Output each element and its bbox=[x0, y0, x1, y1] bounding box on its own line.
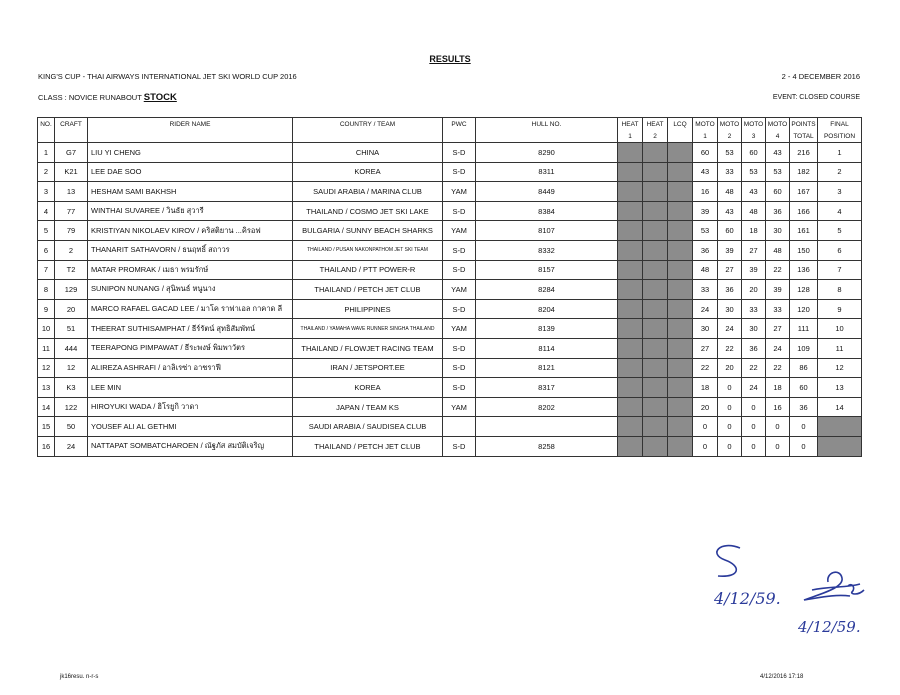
cell-moto-2: 43 bbox=[718, 201, 742, 221]
cell-moto-3: 27 bbox=[742, 240, 766, 260]
header-total: TOTAL bbox=[790, 130, 818, 143]
cell-pwc: YAM bbox=[443, 280, 476, 300]
header-hull: HULL NO. bbox=[476, 118, 618, 131]
cell-total: 36 bbox=[790, 397, 818, 417]
cell-lcq bbox=[668, 378, 693, 398]
cell-pwc: S-D bbox=[443, 338, 476, 358]
table-row bbox=[38, 417, 862, 437]
cell-moto-3: 20 bbox=[742, 280, 766, 300]
cell-moto-4: 48 bbox=[766, 240, 790, 260]
cell-heat-1 bbox=[618, 378, 643, 398]
cell-heat-2 bbox=[643, 338, 668, 358]
cell-heat-1 bbox=[618, 240, 643, 260]
table-row bbox=[38, 240, 862, 260]
cell-country: PHILIPPINES bbox=[293, 299, 443, 319]
cell-moto-3: 0 bbox=[742, 417, 766, 437]
cell-heat-2 bbox=[643, 397, 668, 417]
cell-position: 12 bbox=[818, 358, 862, 378]
cell-no: 15 bbox=[38, 417, 55, 437]
header-heat-1: HEAT bbox=[618, 118, 643, 131]
cell-moto-2: 24 bbox=[718, 319, 742, 339]
cell-lcq bbox=[668, 201, 693, 221]
cell-craft: 77 bbox=[55, 201, 88, 221]
cell-moto-2: 30 bbox=[718, 299, 742, 319]
cell-moto-1: 36 bbox=[693, 240, 718, 260]
cell-moto-1: 0 bbox=[693, 417, 718, 437]
table-row bbox=[38, 260, 862, 280]
cell-moto-2: 48 bbox=[718, 182, 742, 202]
cell-heat-1 bbox=[618, 162, 643, 182]
cell-pwc: S-D bbox=[443, 299, 476, 319]
header-no: NO. bbox=[38, 118, 55, 131]
cell-total: 167 bbox=[790, 182, 818, 202]
cell-moto-4: 24 bbox=[766, 338, 790, 358]
cell-position: 1 bbox=[818, 143, 862, 163]
cell-moto-1: 43 bbox=[693, 162, 718, 182]
footer-filename: jk16resu. n-r-s bbox=[60, 674, 99, 680]
table-row bbox=[38, 319, 862, 339]
cell-total: 109 bbox=[790, 338, 818, 358]
cell-position: 2 bbox=[818, 162, 862, 182]
header-points: POINTS bbox=[790, 118, 818, 131]
cell-total: 216 bbox=[790, 143, 818, 163]
cell-moto-3: 22 bbox=[742, 358, 766, 378]
cell-country: BULGARIA / SUNNY BEACH SHARKS bbox=[293, 221, 443, 241]
cell-hull: 8258 bbox=[476, 436, 618, 456]
cell-position: 10 bbox=[818, 319, 862, 339]
cell-total: 111 bbox=[790, 319, 818, 339]
cell-total: 0 bbox=[790, 436, 818, 456]
cell-lcq bbox=[668, 299, 693, 319]
cell-moto-2: 22 bbox=[718, 338, 742, 358]
cell-heat-2 bbox=[643, 319, 668, 339]
cell-rider: TEERAPONG PIMPAWAT / ธีระพงษ์ พิมพาวัตร bbox=[88, 338, 293, 358]
cell-hull: 8202 bbox=[476, 397, 618, 417]
cell-heat-1 bbox=[618, 397, 643, 417]
table-row bbox=[38, 162, 862, 182]
cell-no: 7 bbox=[38, 260, 55, 280]
cell-rider: MATAR PROMRAK / เมธา พรมรักษ์ bbox=[88, 260, 293, 280]
header-moto-1: MOTO bbox=[693, 118, 718, 131]
cell-craft: 13 bbox=[55, 182, 88, 202]
cell-lcq bbox=[668, 319, 693, 339]
cell-moto-4: 53 bbox=[766, 162, 790, 182]
cell-no: 6 bbox=[38, 240, 55, 260]
cell-pwc: S-D bbox=[443, 201, 476, 221]
results-table bbox=[37, 117, 862, 457]
cell-rider: WINTHAI SUVAREE / วินธัย สุวารี bbox=[88, 201, 293, 221]
cell-no: 11 bbox=[38, 338, 55, 358]
cell-moto-3: 33 bbox=[742, 299, 766, 319]
signature-2 bbox=[804, 572, 864, 600]
cell-no: 5 bbox=[38, 221, 55, 241]
class-label: CLASS : NOVICE RUNABOUT bbox=[38, 93, 142, 102]
cell-pwc: YAM bbox=[443, 319, 476, 339]
cell-rider: YOUSEF ALI AL GETHMI bbox=[88, 417, 293, 437]
cell-country: SAUDI ARABIA / MARINA CLUB bbox=[293, 182, 443, 202]
cell-moto-1: 22 bbox=[693, 358, 718, 378]
header-heat-2: HEAT bbox=[643, 118, 668, 131]
table-row bbox=[38, 397, 862, 417]
cell-heat-1 bbox=[618, 417, 643, 437]
cell-lcq bbox=[668, 358, 693, 378]
header-heat-1-num: 1 bbox=[618, 130, 643, 143]
cell-pwc: S-D bbox=[443, 143, 476, 163]
header-moto-3-num: 3 bbox=[742, 130, 766, 143]
cell-moto-3: 24 bbox=[742, 378, 766, 398]
cell-moto-1: 48 bbox=[693, 260, 718, 280]
cell-moto-2: 53 bbox=[718, 143, 742, 163]
cell-heat-2 bbox=[643, 280, 668, 300]
cell-heat-1 bbox=[618, 338, 643, 358]
header-moto-1-num: 1 bbox=[693, 130, 718, 143]
cell-rider: SUNIPON NUNANG / สุนิพนธ์ หนูนาง bbox=[88, 280, 293, 300]
cell-rider: THANARIT SATHAVORN / ธนฤทธิ์ สถาวร bbox=[88, 240, 293, 260]
header-moto-4-num: 4 bbox=[766, 130, 790, 143]
signatures bbox=[700, 540, 900, 640]
cell-moto-4: 27 bbox=[766, 319, 790, 339]
cell-no: 14 bbox=[38, 397, 55, 417]
event-name: KING'S CUP - THAI AIRWAYS INTERNATIONAL JET SKI WORLD CUP 2016 bbox=[38, 72, 297, 81]
cell-country: THAILAND / PETCH JET CLUB bbox=[293, 280, 443, 300]
cell-lcq bbox=[668, 417, 693, 437]
cell-country: JAPAN / TEAM KS bbox=[293, 397, 443, 417]
table-row bbox=[38, 182, 862, 202]
cell-moto-2: 0 bbox=[718, 378, 742, 398]
cell-craft: 24 bbox=[55, 436, 88, 456]
cell-total: 166 bbox=[790, 201, 818, 221]
cell-hull: 8114 bbox=[476, 338, 618, 358]
cell-heat-2 bbox=[643, 201, 668, 221]
cell-moto-2: 0 bbox=[718, 417, 742, 437]
cell-rider: LIU YI CHENG bbox=[88, 143, 293, 163]
cell-total: 120 bbox=[790, 299, 818, 319]
cell-country: IRAN / JETSPORT.EE bbox=[293, 358, 443, 378]
cell-country: THAILAND / YAMAHA WAVE RUNNER SINGHA THAILAND bbox=[293, 319, 443, 339]
cell-moto-4: 39 bbox=[766, 280, 790, 300]
table-row bbox=[38, 280, 862, 300]
cell-moto-4: 36 bbox=[766, 201, 790, 221]
cell-heat-2 bbox=[643, 260, 668, 280]
cell-moto-1: 0 bbox=[693, 436, 718, 456]
cell-moto-1: 30 bbox=[693, 319, 718, 339]
header-pwc: PWC bbox=[443, 118, 476, 131]
cell-craft: 50 bbox=[55, 417, 88, 437]
cell-craft: 51 bbox=[55, 319, 88, 339]
cell-no: 10 bbox=[38, 319, 55, 339]
cell-moto-1: 24 bbox=[693, 299, 718, 319]
cell-moto-4: 16 bbox=[766, 397, 790, 417]
cell-no: 3 bbox=[38, 182, 55, 202]
cell-hull: 8139 bbox=[476, 319, 618, 339]
cell-hull: 8317 bbox=[476, 378, 618, 398]
table-row bbox=[38, 358, 862, 378]
cell-rider: ALIREZA ASHRAFI / อาลิเรซ่า อาชราฟี bbox=[88, 358, 293, 378]
cell-craft: 444 bbox=[55, 338, 88, 358]
cell-craft: 129 bbox=[55, 280, 88, 300]
cell-moto-2: 36 bbox=[718, 280, 742, 300]
cell-heat-1 bbox=[618, 319, 643, 339]
cell-lcq bbox=[668, 143, 693, 163]
cell-pwc: YAM bbox=[443, 182, 476, 202]
cell-pwc: YAM bbox=[443, 221, 476, 241]
cell-moto-4: 22 bbox=[766, 358, 790, 378]
cell-craft: 12 bbox=[55, 358, 88, 378]
cell-pwc: S-D bbox=[443, 162, 476, 182]
cell-lcq bbox=[668, 280, 693, 300]
table-row bbox=[38, 221, 862, 241]
cell-hull: 8107 bbox=[476, 221, 618, 241]
cell-hull: 8121 bbox=[476, 358, 618, 378]
cell-moto-2: 27 bbox=[718, 260, 742, 280]
cell-position: 7 bbox=[818, 260, 862, 280]
cell-heat-2 bbox=[643, 358, 668, 378]
cell-position: 3 bbox=[818, 182, 862, 202]
cell-moto-3: 36 bbox=[742, 338, 766, 358]
cell-hull bbox=[476, 417, 618, 437]
cell-moto-2: 0 bbox=[718, 436, 742, 456]
cell-moto-1: 27 bbox=[693, 338, 718, 358]
cell-moto-1: 60 bbox=[693, 143, 718, 163]
table-row bbox=[38, 201, 862, 221]
page-title: RESULTS bbox=[429, 54, 471, 64]
cell-craft: 122 bbox=[55, 397, 88, 417]
cell-moto-2: 39 bbox=[718, 240, 742, 260]
cell-moto-3: 53 bbox=[742, 162, 766, 182]
cell-heat-1 bbox=[618, 260, 643, 280]
cell-total: 150 bbox=[790, 240, 818, 260]
cell-lcq bbox=[668, 221, 693, 241]
cell-heat-2 bbox=[643, 221, 668, 241]
cell-no: 9 bbox=[38, 299, 55, 319]
cell-lcq bbox=[668, 397, 693, 417]
cell-total: 0 bbox=[790, 417, 818, 437]
cell-moto-4: 33 bbox=[766, 299, 790, 319]
cell-heat-1 bbox=[618, 280, 643, 300]
table-row bbox=[38, 143, 862, 163]
cell-rider: THEERAT SUTHISAMPHAT / ธีร์รัตน์ สุทธิสัมพัทน์ bbox=[88, 319, 293, 339]
cell-moto-1: 20 bbox=[693, 397, 718, 417]
cell-heat-1 bbox=[618, 201, 643, 221]
cell-lcq bbox=[668, 162, 693, 182]
cell-moto-4: 22 bbox=[766, 260, 790, 280]
cell-heat-2 bbox=[643, 299, 668, 319]
cell-position: 6 bbox=[818, 240, 862, 260]
header-heat-2-num: 2 bbox=[643, 130, 668, 143]
header-lcq: LCQ bbox=[668, 118, 693, 131]
cell-moto-1: 39 bbox=[693, 201, 718, 221]
signature-date-2: 4/12/59. bbox=[798, 618, 861, 636]
cell-lcq bbox=[668, 436, 693, 456]
table-row bbox=[38, 378, 862, 398]
event-type: EVENT: CLOSED COURSE bbox=[772, 94, 860, 101]
cell-moto-3: 60 bbox=[742, 143, 766, 163]
table-row bbox=[38, 436, 862, 456]
cell-moto-1: 33 bbox=[693, 280, 718, 300]
cell-moto-3: 48 bbox=[742, 201, 766, 221]
cell-heat-1 bbox=[618, 436, 643, 456]
cell-pwc: YAM bbox=[443, 397, 476, 417]
cell-heat-1 bbox=[618, 299, 643, 319]
cell-country: THAILAND / PTT POWER-R bbox=[293, 260, 443, 280]
header-moto-3: MOTO bbox=[742, 118, 766, 131]
cell-moto-2: 0 bbox=[718, 397, 742, 417]
cell-no: 2 bbox=[38, 162, 55, 182]
cell-hull: 8204 bbox=[476, 299, 618, 319]
cell-moto-4: 18 bbox=[766, 378, 790, 398]
cell-country: CHINA bbox=[293, 143, 443, 163]
cell-craft: 79 bbox=[55, 221, 88, 241]
cell-country: SAUDI ARABIA / SAUDISEA CLUB bbox=[293, 417, 443, 437]
cell-total: 128 bbox=[790, 280, 818, 300]
cell-pwc: S-D bbox=[443, 358, 476, 378]
header-moto-2: MOTO bbox=[718, 118, 742, 131]
cell-moto-3: 0 bbox=[742, 436, 766, 456]
cell-pwc: S-D bbox=[443, 436, 476, 456]
cell-no: 16 bbox=[38, 436, 55, 456]
event-date: 2 - 4 DECEMBER 2016 bbox=[781, 72, 860, 81]
cell-position: 4 bbox=[818, 201, 862, 221]
header-craft: CRAFT bbox=[55, 118, 88, 131]
cell-rider: LEE DAE SOO bbox=[88, 162, 293, 182]
cell-heat-2 bbox=[643, 162, 668, 182]
cell-country: KOREA bbox=[293, 162, 443, 182]
cell-moto-1: 16 bbox=[693, 182, 718, 202]
cell-position: 14 bbox=[818, 397, 862, 417]
cell-heat-2 bbox=[643, 182, 668, 202]
cell-moto-4: 0 bbox=[766, 417, 790, 437]
class-line bbox=[38, 92, 177, 103]
header-moto-4: MOTO bbox=[766, 118, 790, 131]
cell-lcq bbox=[668, 240, 693, 260]
cell-position: 9 bbox=[818, 299, 862, 319]
cell-hull: 8449 bbox=[476, 182, 618, 202]
cell-country: THAILAND / FLOWJET RACING TEAM bbox=[293, 338, 443, 358]
cell-country: THAILAND / PUSAN NAKONPATHOM JET SKI TEAM bbox=[293, 240, 443, 260]
cell-hull: 8311 bbox=[476, 162, 618, 182]
cell-total: 161 bbox=[790, 221, 818, 241]
cell-no: 8 bbox=[38, 280, 55, 300]
cell-moto-4: 30 bbox=[766, 221, 790, 241]
cell-craft: 2 bbox=[55, 240, 88, 260]
cell-heat-2 bbox=[643, 378, 668, 398]
cell-country: THAILAND / COSMO JET SKI LAKE bbox=[293, 201, 443, 221]
cell-country: THAILAND / PETCH JET CLUB bbox=[293, 436, 443, 456]
cell-moto-3: 39 bbox=[742, 260, 766, 280]
cell-lcq bbox=[668, 260, 693, 280]
cell-pwc: S-D bbox=[443, 260, 476, 280]
class-stock: STOCK bbox=[143, 92, 177, 103]
cell-rider: LEE MIN bbox=[88, 378, 293, 398]
cell-no: 4 bbox=[38, 201, 55, 221]
footer-timestamp: 4/12/2016 17:18 bbox=[760, 674, 804, 680]
header-country: COUNTRY / TEAM bbox=[293, 118, 443, 131]
cell-heat-1 bbox=[618, 143, 643, 163]
table-row bbox=[38, 299, 862, 319]
cell-craft: K3 bbox=[55, 378, 88, 398]
cell-heat-1 bbox=[618, 358, 643, 378]
cell-pwc bbox=[443, 417, 476, 437]
results-body bbox=[38, 143, 862, 457]
cell-no: 13 bbox=[38, 378, 55, 398]
cell-hull: 8284 bbox=[476, 280, 618, 300]
cell-total: 60 bbox=[790, 378, 818, 398]
cell-craft: T2 bbox=[55, 260, 88, 280]
cell-heat-1 bbox=[618, 221, 643, 241]
cell-lcq bbox=[668, 338, 693, 358]
header-position: POSITION bbox=[818, 130, 862, 143]
cell-lcq bbox=[668, 182, 693, 202]
cell-moto-2: 20 bbox=[718, 358, 742, 378]
cell-position bbox=[818, 417, 862, 437]
cell-position: 11 bbox=[818, 338, 862, 358]
cell-hull: 8290 bbox=[476, 143, 618, 163]
cell-position: 13 bbox=[818, 378, 862, 398]
cell-craft: G7 bbox=[55, 143, 88, 163]
header-final: FINAL bbox=[818, 118, 862, 131]
cell-hull: 8384 bbox=[476, 201, 618, 221]
cell-no: 12 bbox=[38, 358, 55, 378]
cell-country: KOREA bbox=[293, 378, 443, 398]
cell-rider: NATTAPAT SOMBATCHAROEN / ณัฐภัส สมบัติเจริญ bbox=[88, 436, 293, 456]
cell-heat-2 bbox=[643, 417, 668, 437]
cell-heat-2 bbox=[643, 240, 668, 260]
cell-pwc: S-D bbox=[443, 240, 476, 260]
cell-moto-3: 18 bbox=[742, 221, 766, 241]
cell-hull: 8157 bbox=[476, 260, 618, 280]
cell-moto-4: 0 bbox=[766, 436, 790, 456]
cell-craft: 20 bbox=[55, 299, 88, 319]
cell-rider: MARCO RAFAEL GACAD LEE / มาโค ราฟาเอล กาคาด ลี bbox=[88, 299, 293, 319]
signature-1 bbox=[717, 546, 740, 577]
cell-moto-2: 33 bbox=[718, 162, 742, 182]
cell-rider: HESHAM SAMI BAKHSH bbox=[88, 182, 293, 202]
cell-rider: HIROYUKI WADA / ฮิโรยูกิ วาดา bbox=[88, 397, 293, 417]
cell-moto-2: 60 bbox=[718, 221, 742, 241]
cell-no: 1 bbox=[38, 143, 55, 163]
cell-pwc: S-D bbox=[443, 378, 476, 398]
cell-total: 86 bbox=[790, 358, 818, 378]
header-moto-2-num: 2 bbox=[718, 130, 742, 143]
cell-moto-3: 30 bbox=[742, 319, 766, 339]
cell-total: 182 bbox=[790, 162, 818, 182]
cell-position: 5 bbox=[818, 221, 862, 241]
cell-heat-2 bbox=[643, 143, 668, 163]
cell-heat-2 bbox=[643, 436, 668, 456]
cell-position: 8 bbox=[818, 280, 862, 300]
header-rider: RIDER NAME bbox=[88, 118, 293, 131]
cell-rider: KRISTIYAN NIKOLAEV KIROV / คริสติยาน ...คิรอฟ bbox=[88, 221, 293, 241]
cell-moto-4: 60 bbox=[766, 182, 790, 202]
cell-craft: K21 bbox=[55, 162, 88, 182]
cell-position bbox=[818, 436, 862, 456]
cell-hull: 8332 bbox=[476, 240, 618, 260]
cell-total: 136 bbox=[790, 260, 818, 280]
cell-moto-4: 43 bbox=[766, 143, 790, 163]
cell-moto-1: 18 bbox=[693, 378, 718, 398]
table-row bbox=[38, 338, 862, 358]
cell-moto-3: 0 bbox=[742, 397, 766, 417]
signature-date-1: 4/12/59. bbox=[714, 589, 781, 608]
cell-moto-1: 53 bbox=[693, 221, 718, 241]
cell-moto-3: 43 bbox=[742, 182, 766, 202]
cell-heat-1 bbox=[618, 182, 643, 202]
